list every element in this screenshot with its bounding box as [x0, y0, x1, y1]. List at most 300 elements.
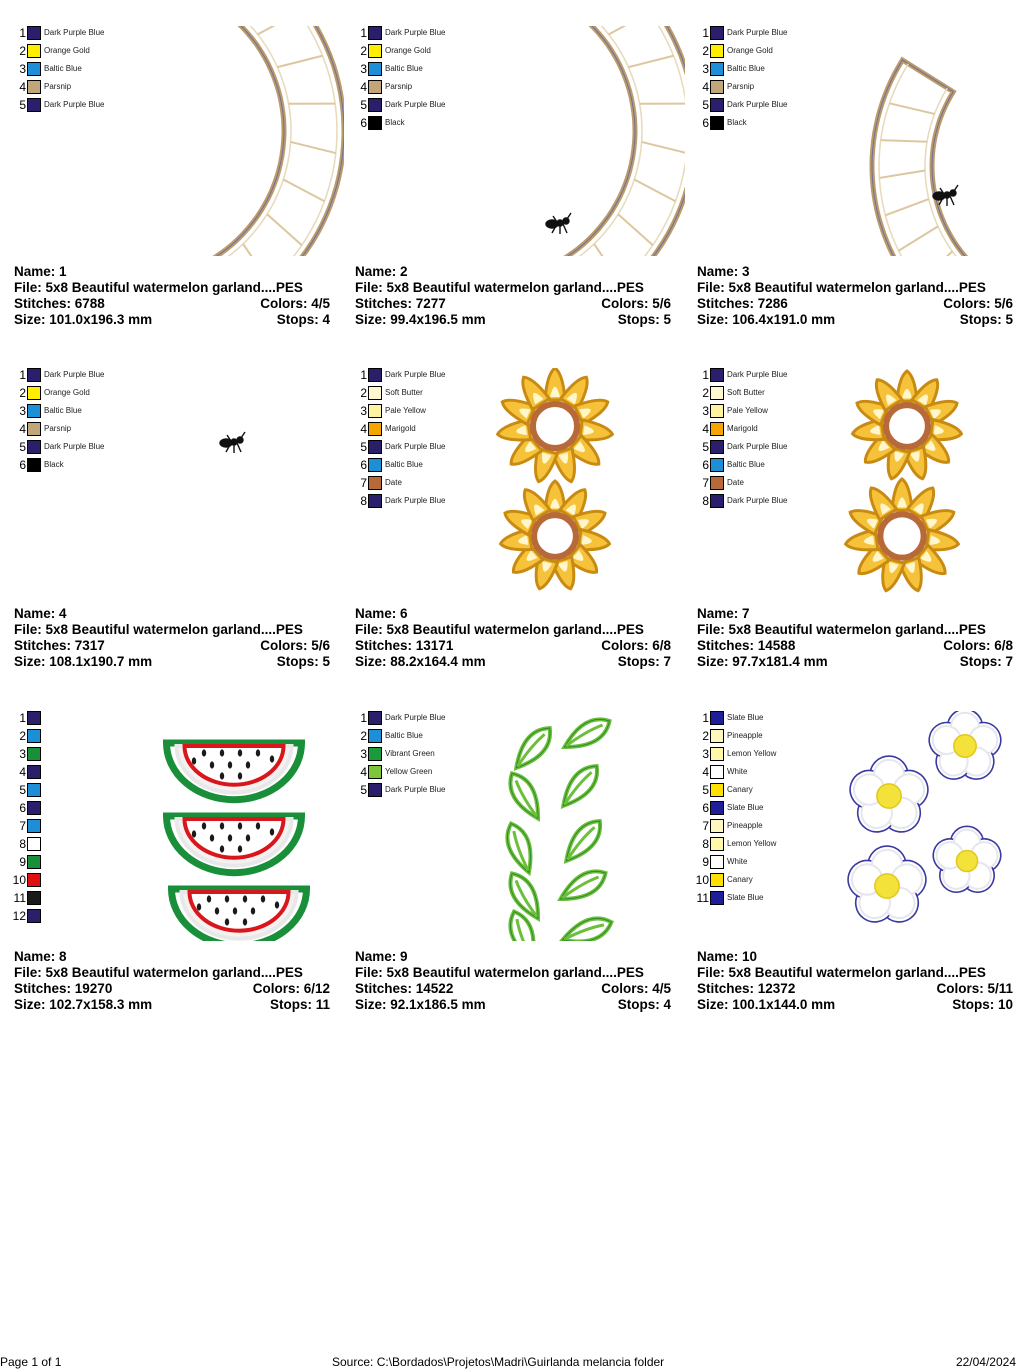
sunflower-top [496, 368, 614, 484]
design-name: 7 [742, 606, 750, 621]
thread-number: 12 [12, 909, 26, 923]
thread-name: Baltic Blue [385, 731, 423, 740]
thread-name: Black [385, 118, 405, 127]
thread-name: Dark Purple Blue [727, 442, 788, 451]
file-name: 5x8 Beautiful watermelon garland....PES [45, 280, 303, 295]
thread-number: 6 [19, 801, 26, 815]
thread-name: Dark Purple Blue [385, 100, 446, 109]
thread-name: Black [727, 118, 747, 127]
stitches-line: Stitches: 7286 Colors: 5/6 [697, 296, 1013, 311]
thread-swatch [27, 819, 41, 833]
thread-number: 2 [702, 44, 709, 58]
stop-count: 10 [997, 997, 1013, 1012]
thread-swatch [27, 98, 41, 112]
thread-swatch [368, 440, 382, 454]
thread-name: Soft Butter [727, 388, 765, 397]
thread-name: Orange Gold [385, 46, 431, 55]
design-info [697, 606, 1013, 670]
thread-swatch [368, 765, 382, 779]
file-line: File: 5x8 Beautiful watermelon garland....PES [355, 965, 644, 980]
thread-swatch [710, 783, 724, 797]
thread-name: White [727, 857, 748, 866]
design-info [355, 264, 671, 328]
design-preview [154, 711, 344, 941]
thread-swatch [368, 368, 382, 382]
thread-name: Orange Gold [44, 46, 90, 55]
thread-name: White [727, 767, 748, 776]
daisy-1 [925, 711, 1006, 786]
thread-swatch [368, 747, 382, 761]
stitches-line: Stitches: 14588 Colors: 6/8 [697, 638, 1013, 653]
thread-name: Dark Purple Blue [44, 100, 105, 109]
thread-swatch [368, 26, 382, 40]
thread-number: 1 [360, 26, 367, 40]
thread-name: Date [385, 478, 402, 487]
leaf-1 [509, 722, 558, 775]
thread-number: 2 [19, 729, 26, 743]
thread-swatch [27, 44, 41, 58]
thread-number: 5 [19, 98, 26, 112]
thread-swatch [710, 729, 724, 743]
watermelon-slice-1 [167, 743, 302, 800]
leaf-5 [502, 820, 539, 876]
stitch-count: 14588 [757, 638, 796, 653]
thread-swatch [710, 873, 724, 887]
thread-number: 2 [702, 386, 709, 400]
thread-swatch [368, 80, 382, 94]
design-card-3 [697, 26, 1024, 356]
design-preview [837, 711, 1024, 941]
stop-count: 7 [1005, 654, 1013, 669]
thread-name: Yellow Green [385, 767, 433, 776]
color-count: 4/5 [652, 981, 671, 996]
thread-number: 5 [702, 440, 709, 454]
thread-number: 7 [702, 819, 709, 833]
file-line: File: 5x8 Beautiful watermelon garland....PES [697, 280, 986, 295]
design-info [355, 949, 671, 1013]
thread-swatch [710, 44, 724, 58]
thread-number: 4 [702, 422, 709, 436]
thread-name: Parsnip [44, 424, 72, 433]
stitch-count: 19270 [74, 981, 113, 996]
stop-count: 5 [663, 312, 671, 327]
thread-number: 4 [702, 765, 709, 779]
thread-name: Dark Purple Blue [385, 370, 446, 379]
thread-swatch [368, 116, 382, 130]
thread-number: 4 [360, 765, 367, 779]
design-name: 1 [59, 264, 67, 279]
thread-swatch [368, 494, 382, 508]
thread-swatch [27, 404, 41, 418]
thread-swatch [368, 98, 382, 112]
daisy-4 [843, 846, 931, 929]
file-name: 5x8 Beautiful watermelon garland....PES [728, 280, 986, 295]
thread-swatch [368, 62, 382, 76]
thread-swatch [27, 80, 41, 94]
thread-name: Baltic Blue [727, 460, 765, 469]
thread-name: Lemon Yellow [727, 749, 777, 758]
color-count: 5/6 [311, 638, 330, 653]
thread-number: 1 [19, 26, 26, 40]
thread-number: 6 [360, 458, 367, 472]
thread-name: Vibrant Green [385, 749, 435, 758]
stitch-count: 6788 [74, 296, 105, 311]
thread-swatch [710, 801, 724, 815]
design-size: 97.7x181.4 mm [732, 654, 828, 669]
thread-number: 5 [360, 440, 367, 454]
thread-name: Pale Yellow [385, 406, 426, 415]
thread-swatch [710, 494, 724, 508]
thread-swatch [710, 837, 724, 851]
size-line: Size: 102.7x158.3 mm Stops: 11 [14, 997, 330, 1012]
design-card-9 [355, 711, 685, 1041]
leaf-4 [556, 760, 605, 813]
leaf-6 [559, 815, 608, 868]
thread-name: Dark Purple Blue [727, 370, 788, 379]
leaf-10 [559, 913, 615, 941]
thread-swatch [368, 44, 382, 58]
design-size: 106.4x191.0 mm [732, 312, 836, 327]
thread-name: Soft Butter [385, 388, 423, 397]
size-line: Size: 100.1x144.0 mm Stops: 10 [697, 997, 1013, 1012]
thread-name: Dark Purple Blue [385, 496, 446, 505]
thread-swatch [27, 747, 41, 761]
thread-swatch [710, 62, 724, 76]
thread-name: Baltic Blue [44, 406, 82, 415]
name-line: Name: 6 [355, 606, 408, 621]
file-line: File: 5x8 Beautiful watermelon garland....PES [355, 622, 644, 637]
thread-number: 6 [702, 801, 709, 815]
thread-name: Dark Purple Blue [727, 28, 788, 37]
thread-name: Dark Purple Blue [44, 28, 105, 37]
thread-name: Dark Purple Blue [44, 442, 105, 451]
color-count: 5/6 [994, 296, 1013, 311]
thread-swatch [27, 783, 41, 797]
thread-number: 3 [702, 747, 709, 761]
design-info [14, 606, 330, 670]
size-line: Size: 99.4x196.5 mm Stops: 5 [355, 312, 671, 327]
thread-number: 6 [19, 458, 26, 472]
watermelon-slice-3 [172, 889, 307, 941]
thread-number: 1 [702, 711, 709, 725]
thread-swatch [710, 440, 724, 454]
thread-number: 10 [695, 873, 709, 887]
watermelon-slice-2 [167, 816, 302, 873]
thread-number: 5 [19, 783, 26, 797]
thread-number: 8 [19, 837, 26, 851]
thread-number: 10 [12, 873, 26, 887]
thread-number: 8 [360, 494, 367, 508]
file-name: 5x8 Beautiful watermelon garland....PES [45, 965, 303, 980]
design-name: 6 [400, 606, 408, 621]
thread-number: 4 [360, 422, 367, 436]
leaf-3 [503, 768, 546, 823]
thread-name: Dark Purple Blue [727, 100, 788, 109]
ant-icon [546, 213, 571, 234]
thread-swatch [710, 422, 724, 436]
thread-number: 5 [360, 98, 367, 112]
sunflower-bottom [844, 479, 960, 594]
name-line: Name: 2 [355, 264, 408, 279]
design-card-6 [355, 368, 685, 698]
design-name: 3 [742, 264, 750, 279]
thread-name: Baltic Blue [727, 64, 765, 73]
thread-name: Dark Purple Blue [44, 370, 105, 379]
stitch-count: 7317 [74, 638, 105, 653]
design-preview [495, 711, 685, 941]
leaf-8 [555, 864, 610, 907]
thread-number: 3 [19, 62, 26, 76]
design-size: 108.1x190.7 mm [49, 654, 153, 669]
thread-swatch [710, 711, 724, 725]
thread-number: 2 [19, 386, 26, 400]
name-line: Name: 7 [697, 606, 750, 621]
design-preview [495, 26, 685, 256]
thread-name: Pineapple [727, 821, 763, 830]
stitches-line: Stitches: 7277 Colors: 5/6 [355, 296, 671, 311]
page-number: Page 1 of 1 [0, 1355, 62, 1369]
stitch-count: 13171 [415, 638, 454, 653]
file-line: File: 5x8 Beautiful watermelon garland....PES [14, 280, 303, 295]
thread-swatch [710, 26, 724, 40]
thread-swatch [710, 855, 724, 869]
thread-name: Slate Blue [727, 803, 764, 812]
thread-name: Canary [727, 875, 753, 884]
color-count: 5/11 [987, 981, 1013, 996]
design-card-7 [697, 368, 1024, 698]
thread-swatch [368, 422, 382, 436]
design-card-8 [14, 711, 344, 1041]
thread-number: 1 [360, 368, 367, 382]
design-preview [154, 26, 344, 256]
daisy-2 [845, 756, 933, 839]
file-line: File: 5x8 Beautiful watermelon garland....PES [697, 965, 986, 980]
thread-name: Dark Purple Blue [385, 713, 446, 722]
design-size: 92.1x186.5 mm [390, 997, 486, 1012]
thread-number: 8 [702, 837, 709, 851]
thread-number: 4 [19, 422, 26, 436]
thread-name: Lemon Yellow [727, 839, 777, 848]
thread-number: 1 [19, 368, 26, 382]
file-line: File: 5x8 Beautiful watermelon garland....PES [355, 280, 644, 295]
ant-icon [220, 432, 245, 453]
thread-number: 3 [360, 747, 367, 761]
print-date: 22/04/2024 [955, 1355, 1016, 1369]
thread-name: Baltic Blue [44, 64, 82, 73]
color-count: 6/12 [303, 981, 330, 996]
thread-number: 3 [702, 62, 709, 76]
file-name: 5x8 Beautiful watermelon garland....PES [386, 965, 644, 980]
design-info [14, 949, 330, 1013]
stitches-line: Stitches: 14522 Colors: 4/5 [355, 981, 671, 996]
daisy-3 [929, 826, 1005, 898]
thread-swatch [368, 404, 382, 418]
thread-number: 7 [702, 476, 709, 490]
stitches-line: Stitches: 13171 Colors: 6/8 [355, 638, 671, 653]
stop-count: 5 [1005, 312, 1013, 327]
file-name: 5x8 Beautiful watermelon garland....PES [386, 622, 644, 637]
name-line: Name: 8 [14, 949, 67, 964]
thread-number: 5 [702, 783, 709, 797]
design-card-1 [14, 26, 344, 356]
design-preview [837, 26, 1024, 256]
stop-count: 4 [322, 312, 330, 327]
thread-swatch [27, 422, 41, 436]
leaf-7 [503, 868, 546, 923]
file-line: File: 5x8 Beautiful watermelon garland....PES [697, 622, 986, 637]
thread-number: 6 [702, 116, 709, 130]
thread-swatch [27, 458, 41, 472]
thread-number: 8 [702, 494, 709, 508]
thread-number: 3 [360, 404, 367, 418]
color-count: 5/6 [652, 296, 671, 311]
thread-swatch [27, 368, 41, 382]
design-preview [154, 368, 344, 598]
design-card-2 [355, 26, 685, 356]
thread-number: 2 [19, 44, 26, 58]
stitches-line: Stitches: 12372 Colors: 5/11 [697, 981, 1013, 996]
thread-swatch [368, 458, 382, 472]
thread-swatch [368, 783, 382, 797]
thread-name: Pineapple [727, 731, 763, 740]
design-card-4 [14, 368, 344, 698]
thread-number: 2 [360, 386, 367, 400]
thread-number: 9 [19, 855, 26, 869]
stitch-count: 7277 [415, 296, 446, 311]
thread-swatch [710, 368, 724, 382]
thread-name: Pale Yellow [727, 406, 768, 415]
file-name: 5x8 Beautiful watermelon garland....PES [386, 280, 644, 295]
thread-swatch [710, 98, 724, 112]
thread-number: 5 [702, 98, 709, 112]
design-size: 88.2x164.4 mm [390, 654, 486, 669]
design-info [14, 264, 330, 328]
thread-name: Black [44, 460, 64, 469]
thread-name: Dark Purple Blue [385, 442, 446, 451]
thread-swatch [27, 765, 41, 779]
sunflower-bottom [499, 481, 611, 592]
stitch-count: 7286 [757, 296, 788, 311]
stitches-line: Stitches: 7317 Colors: 5/6 [14, 638, 330, 653]
thread-swatch [710, 404, 724, 418]
thread-number: 5 [360, 783, 367, 797]
thread-number: 4 [702, 80, 709, 94]
design-size: 101.0x196.3 mm [49, 312, 153, 327]
thread-name: Parsnip [44, 82, 72, 91]
thread-number: 1 [360, 711, 367, 725]
design-card-10 [697, 711, 1024, 1041]
thread-swatch [710, 80, 724, 94]
file-name: 5x8 Beautiful watermelon garland....PES [728, 965, 986, 980]
thread-number: 3 [702, 404, 709, 418]
thread-number: 7 [360, 476, 367, 490]
design-info [355, 606, 671, 670]
thread-swatch [27, 729, 41, 743]
thread-name: Marigold [727, 424, 758, 433]
design-size: 102.7x158.3 mm [49, 997, 153, 1012]
thread-number: 1 [19, 711, 26, 725]
design-name: 9 [400, 949, 408, 964]
thread-name: Orange Gold [727, 46, 773, 55]
thread-number: 11 [696, 891, 709, 905]
stop-count: 5 [322, 654, 330, 669]
color-count: 4/5 [311, 296, 330, 311]
thread-number: 2 [360, 44, 367, 58]
thread-name: Orange Gold [44, 388, 90, 397]
name-line: Name: 3 [697, 264, 750, 279]
thread-swatch [368, 711, 382, 725]
thread-name: Dark Purple Blue [385, 785, 446, 794]
thread-swatch [710, 819, 724, 833]
thread-number: 1 [702, 26, 709, 40]
size-line: Size: 97.7x181.4 mm Stops: 7 [697, 654, 1013, 669]
thread-name: Dark Purple Blue [385, 28, 446, 37]
design-size: 100.1x144.0 mm [732, 997, 836, 1012]
size-line: Size: 92.1x186.5 mm Stops: 4 [355, 997, 671, 1012]
thread-swatch [368, 476, 382, 490]
design-name: 10 [742, 949, 758, 964]
thread-number: 11 [13, 891, 26, 905]
thread-swatch [27, 909, 41, 923]
thread-swatch [27, 711, 41, 725]
thread-swatch [710, 476, 724, 490]
size-line: Size: 88.2x164.4 mm Stops: 7 [355, 654, 671, 669]
thread-number: 3 [360, 62, 367, 76]
thread-swatch [27, 386, 41, 400]
name-line: Name: 9 [355, 949, 408, 964]
design-preview [837, 368, 1024, 598]
thread-swatch [710, 765, 724, 779]
thread-number: 3 [19, 747, 26, 761]
size-line: Size: 101.0x196.3 mm Stops: 4 [14, 312, 330, 327]
stop-count: 11 [315, 997, 330, 1012]
thread-swatch [710, 891, 724, 905]
name-line: Name: 10 [697, 949, 758, 964]
stop-count: 7 [663, 654, 671, 669]
thread-number: 6 [702, 458, 709, 472]
thread-swatch [27, 891, 41, 905]
stitch-count: 12372 [757, 981, 796, 996]
thread-name: Marigold [385, 424, 416, 433]
thread-swatch [710, 386, 724, 400]
thread-swatch [368, 386, 382, 400]
thread-name: Date [727, 478, 744, 487]
file-line: File: 5x8 Beautiful watermelon garland....PES [14, 965, 303, 980]
size-line: Size: 106.4x191.0 mm Stops: 5 [697, 312, 1013, 327]
design-name: 4 [59, 606, 67, 621]
thread-swatch [27, 837, 41, 851]
thread-number: 4 [19, 765, 26, 779]
thread-swatch [710, 458, 724, 472]
thread-swatch [710, 747, 724, 761]
thread-number: 6 [360, 116, 367, 130]
file-name: 5x8 Beautiful watermelon garland....PES [45, 622, 303, 637]
name-line: Name: 4 [14, 606, 67, 621]
thread-number: 1 [702, 368, 709, 382]
thread-swatch [27, 801, 41, 815]
thread-number: 7 [19, 819, 26, 833]
stitches-line: Stitches: 6788 Colors: 4/5 [14, 296, 330, 311]
stitch-count: 14522 [415, 981, 454, 996]
thread-name: Slate Blue [727, 713, 764, 722]
leaf-2 [559, 712, 614, 755]
thread-number: 3 [19, 404, 26, 418]
thread-name: Canary [727, 785, 753, 794]
thread-name: Baltic Blue [385, 460, 423, 469]
sunflower-top [851, 371, 963, 482]
design-info [697, 264, 1013, 328]
thread-swatch [710, 116, 724, 130]
